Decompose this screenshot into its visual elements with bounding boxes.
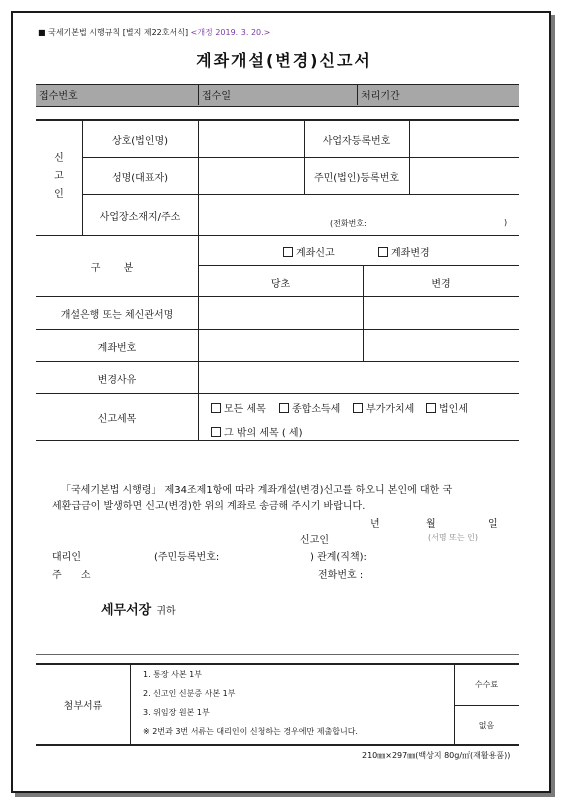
attachment-item: 3. 위임장 원본 1부 — [143, 708, 210, 717]
reporter-group-label — [36, 150, 82, 204]
resident-number-field[interactable] — [410, 158, 518, 193]
row-line — [198, 265, 519, 266]
tax-option-corp-label: 법인세 — [439, 404, 468, 415]
account-number-initial-field[interactable] — [199, 330, 362, 360]
phone-close: ) — [504, 218, 508, 227]
row-line — [82, 157, 198, 158]
checkbox-corp[interactable] — [426, 403, 436, 413]
fee-value: 없음 — [478, 721, 495, 730]
attachments-bottom-border — [36, 744, 519, 746]
option-account-report[interactable] — [283, 244, 335, 259]
revision-date: <개정 2019. 3. 20.> — [190, 28, 271, 37]
sign-hint: (서명 또는 인) — [428, 533, 478, 542]
checkbox-account-change[interactable] — [378, 247, 388, 257]
date-day: 일 — [488, 519, 498, 530]
row-line — [36, 235, 519, 236]
recipient — [101, 599, 176, 618]
tax-option-all-label: 모든 세목 — [224, 404, 266, 415]
processing-period-label: 처리기간 — [361, 91, 400, 102]
resident-number-label: 주민(법인)등록번호 — [313, 173, 400, 184]
receipt-date-label: 접수일 — [202, 91, 231, 102]
business-number-label: 사업자등록번호 — [322, 136, 391, 147]
divider — [198, 84, 199, 105]
account-number-changed-field[interactable] — [364, 330, 518, 360]
table-bottom-border — [36, 440, 519, 441]
statement-line-2: 세환급금이 발생하면 신고(변경)한 위의 계좌로 송금해 주시기 바랍니다. — [52, 501, 366, 512]
tax-office-head: 세무서장 — [101, 603, 152, 618]
attachment-note: ※ 2번과 3번 서류는 대리인이 신청하는 경우에만 제출합니다. — [143, 727, 358, 736]
receipt-number-label: 접수번호 — [39, 91, 78, 102]
tax-option-vat-label: 부가가치세 — [366, 404, 415, 415]
statement-line-1: 「국세기본법 시행령」 제34조제1항에 따라 계좌개설(변경)신고를 하오니 본인에 대한 국 — [61, 485, 453, 496]
tax-option-corp[interactable] — [426, 400, 468, 415]
paper-spec: 210㎜×297㎜(백상지 80g/㎡(재활용품)) — [362, 751, 511, 760]
agent-address-label: 주 소 — [52, 570, 99, 581]
company-name-field[interactable] — [199, 120, 303, 156]
attachment-item: 2. 신고인 신분증 사본 1부 — [143, 689, 236, 698]
receipt-bar — [36, 84, 519, 107]
checkbox-income[interactable] — [279, 403, 289, 413]
checkbox-account-report[interactable] — [283, 247, 293, 257]
reporter-char: 인 — [54, 189, 64, 200]
page-title: 계좌개설(변경)신고서 — [196, 51, 372, 70]
changed-column-header: 변경 — [431, 279, 451, 290]
tax-option-other[interactable] — [211, 424, 302, 439]
reporter-sign-label: 신고인 — [300, 535, 329, 546]
business-address-label: 사업장소재지/주소 — [99, 212, 181, 223]
honorific: 귀하 — [156, 606, 176, 617]
checkbox-all[interactable] — [211, 403, 221, 413]
tax-option-other-label: 그 밖의 세목 ( 세) — [224, 428, 303, 439]
law-reference — [38, 27, 270, 38]
tax-option-income-label: 종합소득세 — [292, 404, 341, 415]
business-number-field[interactable] — [410, 120, 518, 156]
agent-resident-number: (주민등록번호: — [154, 552, 220, 563]
col-line — [454, 663, 455, 744]
account-number-label: 계좌번호 — [97, 343, 137, 354]
bank-name-label: 개설은행 또는 체신관서명 — [60, 310, 174, 321]
option-account-change-label: 계좌변경 — [391, 248, 430, 259]
reporter-char: 고 — [54, 171, 64, 182]
bank-name-initial-field[interactable] — [199, 297, 362, 328]
option-account-report-label: 계좌신고 — [296, 248, 335, 259]
section-label: 구 분 — [90, 263, 144, 274]
tax-option-vat[interactable] — [353, 400, 414, 415]
col-line — [130, 663, 131, 744]
date-month: 월 — [426, 519, 436, 530]
tax-option-income[interactable] — [279, 400, 340, 415]
row-line — [36, 393, 519, 394]
change-reason-label: 변경사유 — [97, 375, 137, 386]
fee-label: 수수료 — [474, 680, 499, 689]
divider — [357, 84, 358, 105]
reporter-char: 신 — [54, 153, 64, 164]
representative-name-label: 성명(대표자) — [111, 173, 169, 184]
attachment-item: 1. 통장 사본 1부 — [143, 670, 202, 679]
bank-name-changed-field[interactable] — [364, 297, 518, 328]
date-year: 년 — [370, 519, 380, 530]
initial-column-header: 당초 — [270, 279, 291, 290]
agent-relation: ) 관계(직책): — [310, 552, 367, 563]
option-account-change[interactable] — [378, 244, 430, 259]
tax-option-all[interactable] — [211, 400, 266, 415]
row-line — [454, 705, 519, 706]
company-name-label: 상호(법인명) — [111, 136, 169, 147]
attachments-label: 첨부서류 — [63, 701, 103, 712]
divider — [36, 654, 519, 655]
law-ref-text: ■ 국세기본법 시행규칙 [별지 제22호서식] — [38, 28, 189, 37]
tax-items-label: 신고세목 — [97, 414, 137, 425]
change-reason-field[interactable] — [199, 362, 518, 392]
agent-phone-label: 전화번호 : — [318, 570, 364, 581]
representative-name-field[interactable] — [199, 158, 303, 193]
checkbox-vat[interactable] — [353, 403, 363, 413]
agent-label: 대리인 — [52, 552, 81, 563]
phone-open: (전화번호: — [330, 219, 367, 228]
checkbox-other[interactable] — [211, 427, 221, 437]
attachments-top-border — [36, 663, 519, 665]
